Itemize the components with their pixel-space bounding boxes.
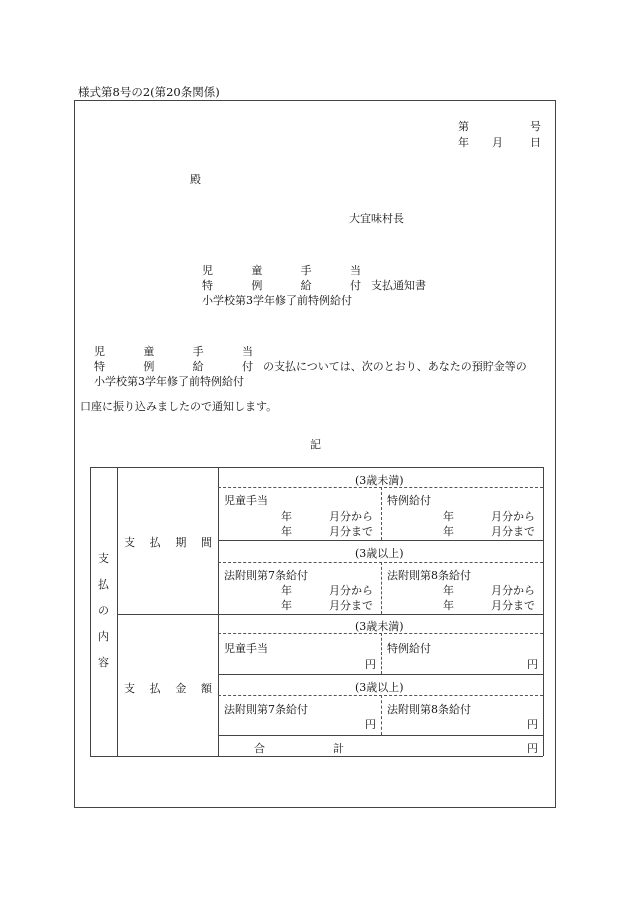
- title-line2: 特 例 給 付: [202, 279, 361, 292]
- title-suffix: 支払通知書: [371, 279, 426, 292]
- amount-supp7: 法附則第7条給付: [224, 703, 308, 716]
- date-year: 年: [458, 136, 469, 149]
- body-line1: 児 童 手 当: [94, 345, 253, 358]
- document-frame: [74, 100, 556, 808]
- date-month: 月: [492, 136, 503, 149]
- title-line1: 児 童 手 当: [202, 264, 361, 277]
- period-child-allowance: 児童手当: [224, 494, 268, 507]
- amount-s7-yen: 円: [365, 718, 376, 731]
- period-sb-to-year: 年: [443, 525, 454, 538]
- period-supp8: 法附則第8条給付: [387, 569, 471, 582]
- period-label: 支 払 期 間: [124, 536, 212, 549]
- side-label: 支 払 の 内 容: [98, 552, 109, 669]
- amount-child-allowance: 児童手当: [224, 642, 268, 655]
- period-ca-from: 月分から: [329, 510, 373, 523]
- amount-special-benefit: 特例給付: [387, 642, 431, 655]
- body-line2: 特 例 給 付: [94, 360, 253, 373]
- title-line3: 小学校第3学年修了前特例給付: [202, 294, 352, 307]
- period-s7-from: 月分から: [329, 584, 373, 597]
- ki-heading: 記: [310, 438, 321, 451]
- period-ca-to-year: 年: [281, 525, 292, 538]
- date-day: 日: [530, 136, 541, 149]
- doc-number-prefix: 第: [458, 120, 469, 133]
- period-s8-to: 月分まで: [491, 599, 535, 612]
- amount-under3-heading: (3歳未満): [355, 620, 404, 633]
- period-s7-to: 月分まで: [329, 599, 373, 612]
- form-label: 様式第8号の2(第20条関係): [78, 85, 220, 99]
- period-s8-to-year: 年: [443, 599, 454, 612]
- period-over3-heading: (3歳以上): [355, 547, 404, 560]
- amount-s8-yen: 円: [527, 718, 538, 731]
- body-line3: 小学校第3学年修了前特例給付: [94, 375, 244, 388]
- period-s7-to-year: 年: [281, 599, 292, 612]
- total-label: 合 計: [254, 742, 344, 755]
- addressee-suffix: 殿: [190, 173, 201, 186]
- doc-number-suffix: 号: [530, 120, 541, 133]
- period-s8-from-year: 年: [443, 584, 454, 597]
- period-s7-from-year: 年: [281, 584, 292, 597]
- amount-label: 支 払 金 額: [124, 682, 212, 695]
- amount-ca-yen: 円: [365, 658, 376, 671]
- period-ca-to: 月分まで: [329, 525, 373, 538]
- period-sb-to: 月分まで: [491, 525, 535, 538]
- period-supp7: 法附則第7条給付: [224, 569, 308, 582]
- period-ca-from-year: 年: [281, 510, 292, 523]
- period-under3-heading: (3歳未満): [355, 474, 404, 487]
- issuer-name: 大宜味村長: [349, 212, 404, 225]
- period-special-benefit: 特例給付: [387, 494, 431, 507]
- body-line2-after: の支払については、次のとおり、あなたの預貯金等の: [263, 360, 527, 373]
- amount-sb-yen: 円: [527, 658, 538, 671]
- period-s8-from: 月分から: [491, 584, 535, 597]
- period-sb-from: 月分から: [491, 510, 535, 523]
- period-sb-from-year: 年: [443, 510, 454, 523]
- amount-over3-heading: (3歳以上): [355, 681, 404, 694]
- body-line4: 口座に振り込みましたので通知します。: [80, 400, 278, 413]
- total-yen: 円: [527, 742, 538, 755]
- amount-supp8: 法附則第8条給付: [387, 703, 471, 716]
